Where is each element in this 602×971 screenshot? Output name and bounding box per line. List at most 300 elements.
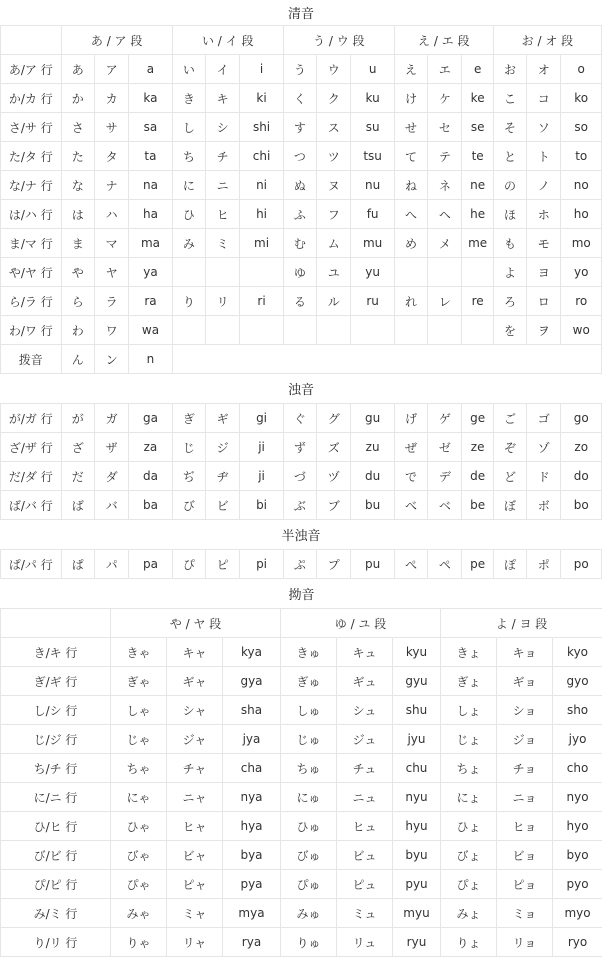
katakana-cell: ジ bbox=[206, 433, 240, 462]
hiragana-cell: で bbox=[394, 462, 427, 491]
column-header-e: え / エ 段 bbox=[394, 26, 493, 55]
empty-cell bbox=[462, 258, 493, 287]
romaji-cell: pi bbox=[240, 550, 283, 579]
row-label: り/リ 行 bbox=[1, 928, 111, 957]
row-label: あ/ア 行 bbox=[1, 55, 62, 84]
hiragana-cell: ず bbox=[283, 433, 316, 462]
romaji-cell: nu bbox=[351, 171, 394, 200]
katakana-cell: メ bbox=[428, 229, 462, 258]
romaji-cell: wa bbox=[129, 316, 172, 345]
hiragana-cell: わ bbox=[61, 316, 94, 345]
katakana-cell: チ bbox=[206, 142, 240, 171]
hiragana-cell: ぞ bbox=[493, 433, 526, 462]
katakana-cell: ソ bbox=[527, 113, 561, 142]
hiragana-cell: ひゃ bbox=[111, 812, 167, 841]
section-title-seion: 清音 bbox=[287, 7, 314, 22]
hiragana-cell: しゃ bbox=[111, 696, 167, 725]
table-row bbox=[1, 638, 602, 667]
romaji-cell: ke bbox=[462, 84, 493, 113]
romaji-cell: jya bbox=[223, 725, 281, 754]
katakana-cell: ヒュ bbox=[337, 812, 393, 841]
hiragana-cell: ひゅ bbox=[281, 812, 337, 841]
romaji-cell: chi bbox=[240, 142, 283, 171]
romaji-cell: ro bbox=[561, 287, 602, 316]
katakana-cell: ペ bbox=[428, 550, 462, 579]
romaji-cell: gyu bbox=[393, 667, 441, 696]
hiragana-cell: つ bbox=[283, 142, 316, 171]
katakana-cell: ヲ bbox=[527, 316, 561, 345]
katakana-cell: レ bbox=[428, 287, 462, 316]
hiragana-cell: しょ bbox=[441, 696, 497, 725]
romaji-cell: go bbox=[561, 404, 602, 433]
row-label: だ/ダ 行 bbox=[1, 462, 62, 491]
hiragana-cell: び bbox=[172, 491, 205, 520]
hiragana-cell: ぺ bbox=[394, 550, 427, 579]
romaji-cell: ra bbox=[129, 287, 172, 316]
katakana-cell: ミョ bbox=[497, 899, 553, 928]
column-header-yu: ゆ / ユ 段 bbox=[281, 609, 441, 638]
hiragana-cell: げ bbox=[394, 404, 427, 433]
katakana-cell: ギャ bbox=[167, 667, 223, 696]
hiragana-cell: ぴゃ bbox=[111, 870, 167, 899]
table-row bbox=[1, 404, 602, 433]
katakana-cell: ハ bbox=[94, 200, 128, 229]
hiragana-cell: しゅ bbox=[281, 696, 337, 725]
romaji-cell: du bbox=[351, 462, 394, 491]
hiragana-cell: にゅ bbox=[281, 783, 337, 812]
romaji-cell: be bbox=[462, 491, 493, 520]
romaji-cell: jyo bbox=[553, 725, 602, 754]
table-row bbox=[1, 229, 602, 258]
katakana-cell: ン bbox=[94, 345, 128, 374]
romaji-cell: ryu bbox=[393, 928, 441, 957]
katakana-cell: ト bbox=[527, 142, 561, 171]
hiragana-cell: せ bbox=[394, 113, 427, 142]
hiragana-cell: ちゃ bbox=[111, 754, 167, 783]
hiragana-cell: い bbox=[172, 55, 205, 84]
row-label: 拨音 bbox=[1, 345, 62, 374]
katakana-cell: シ bbox=[206, 113, 240, 142]
romaji-cell: fu bbox=[351, 200, 394, 229]
row-label: き/キ 行 bbox=[1, 638, 111, 667]
romaji-cell: yu bbox=[351, 258, 394, 287]
hiragana-cell: にゃ bbox=[111, 783, 167, 812]
hiragana-cell: きょ bbox=[441, 638, 497, 667]
katakana-cell: リ bbox=[206, 287, 240, 316]
romaji-cell: byo bbox=[553, 841, 602, 870]
hiragana-cell: ぜ bbox=[394, 433, 427, 462]
row-label: ぎ/ギ 行 bbox=[1, 667, 111, 696]
hiragana-cell: う bbox=[283, 55, 316, 84]
hiragana-cell: ぼ bbox=[493, 491, 526, 520]
romaji-cell: te bbox=[462, 142, 493, 171]
hiragana-cell: を bbox=[493, 316, 526, 345]
hiragana-cell: べ bbox=[394, 491, 427, 520]
hiragana-cell: ちょ bbox=[441, 754, 497, 783]
romaji-cell: gyo bbox=[553, 667, 602, 696]
hiragana-cell: ば bbox=[61, 491, 94, 520]
katakana-cell: チュ bbox=[337, 754, 393, 783]
table-row bbox=[1, 171, 602, 200]
katakana-cell: ジャ bbox=[167, 725, 223, 754]
romaji-cell: mu bbox=[351, 229, 394, 258]
romaji-cell: ji bbox=[240, 462, 283, 491]
empty-cell bbox=[172, 345, 601, 374]
romaji-cell: gya bbox=[223, 667, 281, 696]
katakana-cell: ク bbox=[317, 84, 351, 113]
row-label: か/カ 行 bbox=[1, 84, 62, 113]
romaji-cell: do bbox=[561, 462, 602, 491]
romaji-cell: sa bbox=[129, 113, 172, 142]
row-label: み/ミ 行 bbox=[1, 899, 111, 928]
katakana-cell: ヒョ bbox=[497, 812, 553, 841]
romaji-cell: pyu bbox=[393, 870, 441, 899]
romaji-cell: ji bbox=[240, 433, 283, 462]
row-label: び/ビ 行 bbox=[1, 841, 111, 870]
hiragana-cell: あ bbox=[61, 55, 94, 84]
romaji-cell: e bbox=[462, 55, 493, 84]
hiragana-cell: ぎ bbox=[172, 404, 205, 433]
hiragana-cell: ご bbox=[493, 404, 526, 433]
hiragana-cell: は bbox=[61, 200, 94, 229]
romaji-cell: ga bbox=[129, 404, 172, 433]
row-label: が/ガ 行 bbox=[1, 404, 62, 433]
katakana-cell: プ bbox=[317, 550, 351, 579]
katakana-cell: モ bbox=[527, 229, 561, 258]
romaji-cell: kya bbox=[223, 638, 281, 667]
seion-table bbox=[0, 0, 602, 374]
hiragana-cell: ぴょ bbox=[441, 870, 497, 899]
row-label: に/ニ 行 bbox=[1, 783, 111, 812]
hiragana-cell: た bbox=[61, 142, 94, 171]
katakana-cell: ビュ bbox=[337, 841, 393, 870]
empty-cell bbox=[172, 258, 205, 287]
hiragana-cell: お bbox=[493, 55, 526, 84]
hiragana-cell: ぷ bbox=[283, 550, 316, 579]
romaji-cell: pya bbox=[223, 870, 281, 899]
katakana-cell: コ bbox=[527, 84, 561, 113]
hiragana-cell: ぬ bbox=[283, 171, 316, 200]
hiragana-cell: よ bbox=[493, 258, 526, 287]
row-label: や/ヤ 行 bbox=[1, 258, 62, 287]
katakana-cell: カ bbox=[94, 84, 128, 113]
table-row bbox=[1, 462, 602, 491]
empty-cell bbox=[462, 316, 493, 345]
hiragana-cell: ら bbox=[61, 287, 94, 316]
hiragana-cell: け bbox=[394, 84, 427, 113]
katakana-cell: ス bbox=[317, 113, 351, 142]
katakana-cell: ア bbox=[94, 55, 128, 84]
romaji-cell: tsu bbox=[351, 142, 394, 171]
katakana-cell: ヤ bbox=[94, 258, 128, 287]
row-label: ぴ/ピ 行 bbox=[1, 870, 111, 899]
katakana-cell: ヅ bbox=[317, 462, 351, 491]
hiragana-cell: ぴ bbox=[172, 550, 205, 579]
romaji-cell: ri bbox=[240, 287, 283, 316]
romaji-cell: byu bbox=[393, 841, 441, 870]
romaji-cell: de bbox=[462, 462, 493, 491]
hiragana-cell: も bbox=[493, 229, 526, 258]
romaji-cell: hyo bbox=[553, 812, 602, 841]
romaji-cell: hi bbox=[240, 200, 283, 229]
empty-cell bbox=[428, 316, 462, 345]
romaji-cell: to bbox=[561, 142, 602, 171]
hiragana-cell: みゅ bbox=[281, 899, 337, 928]
hiragana-cell: ぱ bbox=[61, 550, 94, 579]
hiragana-cell: む bbox=[283, 229, 316, 258]
katakana-cell: ツ bbox=[317, 142, 351, 171]
katakana-cell: エ bbox=[428, 55, 462, 84]
katakana-cell: ヒ bbox=[206, 200, 240, 229]
empty-cell bbox=[172, 316, 205, 345]
romaji-cell: kyo bbox=[553, 638, 602, 667]
hiragana-cell: ほ bbox=[493, 200, 526, 229]
row-label: じ/ジ 行 bbox=[1, 725, 111, 754]
romaji-cell: za bbox=[129, 433, 172, 462]
katakana-cell: ヂ bbox=[206, 462, 240, 491]
katakana-cell: テ bbox=[428, 142, 462, 171]
katakana-cell: ド bbox=[527, 462, 561, 491]
katakana-cell: ゼ bbox=[428, 433, 462, 462]
katakana-cell: セ bbox=[428, 113, 462, 142]
hiragana-cell: へ bbox=[394, 200, 427, 229]
table-row bbox=[1, 783, 602, 812]
romaji-cell: kyu bbox=[393, 638, 441, 667]
table-row bbox=[1, 55, 602, 84]
katakana-cell: ナ bbox=[94, 171, 128, 200]
romaji-cell: pa bbox=[129, 550, 172, 579]
hiragana-cell: りょ bbox=[441, 928, 497, 957]
romaji-cell: gi bbox=[240, 404, 283, 433]
hiragana-cell: る bbox=[283, 287, 316, 316]
hiragana-cell: こ bbox=[493, 84, 526, 113]
katakana-cell: ガ bbox=[94, 404, 128, 433]
table-row bbox=[1, 667, 602, 696]
romaji-cell: da bbox=[129, 462, 172, 491]
katakana-cell: ベ bbox=[428, 491, 462, 520]
column-header-o: お / オ 段 bbox=[493, 26, 601, 55]
katakana-cell: ギュ bbox=[337, 667, 393, 696]
hiragana-cell: が bbox=[61, 404, 94, 433]
hiragana-cell: や bbox=[61, 258, 94, 287]
katakana-cell: ニュ bbox=[337, 783, 393, 812]
row-label: ま/マ 行 bbox=[1, 229, 62, 258]
hiragana-cell: れ bbox=[394, 287, 427, 316]
row-label: ば/バ 行 bbox=[1, 491, 62, 520]
katakana-cell: イ bbox=[206, 55, 240, 84]
katakana-cell: ピャ bbox=[167, 870, 223, 899]
katakana-cell: リョ bbox=[497, 928, 553, 957]
hiragana-cell: て bbox=[394, 142, 427, 171]
romaji-cell: re bbox=[462, 287, 493, 316]
empty-cell bbox=[394, 258, 427, 287]
hiragana-cell: に bbox=[172, 171, 205, 200]
hiragana-cell: ふ bbox=[283, 200, 316, 229]
hiragana-cell: ぢ bbox=[172, 462, 205, 491]
table-row bbox=[1, 928, 602, 957]
table-row bbox=[1, 287, 602, 316]
table-row bbox=[1, 433, 602, 462]
empty-cell bbox=[317, 316, 351, 345]
romaji-cell: ta bbox=[129, 142, 172, 171]
hiragana-cell: びゅ bbox=[281, 841, 337, 870]
hiragana-cell: みょ bbox=[441, 899, 497, 928]
romaji-cell: bya bbox=[223, 841, 281, 870]
hiragana-cell: にょ bbox=[441, 783, 497, 812]
hiragana-cell: びょ bbox=[441, 841, 497, 870]
katakana-cell: キュ bbox=[337, 638, 393, 667]
hiragana-cell: き bbox=[172, 84, 205, 113]
empty-cell bbox=[206, 316, 240, 345]
katakana-cell: リャ bbox=[167, 928, 223, 957]
romaji-cell: bo bbox=[561, 491, 602, 520]
katakana-cell: シャ bbox=[167, 696, 223, 725]
row-label: ぱ/パ 行 bbox=[1, 550, 62, 579]
romaji-cell: ko bbox=[561, 84, 602, 113]
romaji-cell: he bbox=[462, 200, 493, 229]
romaji-cell: ba bbox=[129, 491, 172, 520]
katakana-cell: ピョ bbox=[497, 870, 553, 899]
romaji-cell: ze bbox=[462, 433, 493, 462]
romaji-cell: zo bbox=[561, 433, 602, 462]
romaji-cell: o bbox=[561, 55, 602, 84]
row-label: ひ/ヒ 行 bbox=[1, 812, 111, 841]
hiragana-cell: さ bbox=[61, 113, 94, 142]
katakana-cell: ム bbox=[317, 229, 351, 258]
empty-cell bbox=[283, 316, 316, 345]
katakana-cell: キ bbox=[206, 84, 240, 113]
romaji-cell: ha bbox=[129, 200, 172, 229]
hiragana-cell: づ bbox=[283, 462, 316, 491]
katakana-cell: ブ bbox=[317, 491, 351, 520]
dakuon-table bbox=[0, 374, 602, 520]
romaji-cell: shu bbox=[393, 696, 441, 725]
row-label: は/ハ 行 bbox=[1, 200, 62, 229]
katakana-cell: ヒャ bbox=[167, 812, 223, 841]
katakana-cell: フ bbox=[317, 200, 351, 229]
hiragana-cell: く bbox=[283, 84, 316, 113]
hiragana-cell: ど bbox=[493, 462, 526, 491]
column-header-yo: よ / ヨ 段 bbox=[441, 609, 602, 638]
table-row bbox=[1, 142, 602, 171]
romaji-cell: jyu bbox=[393, 725, 441, 754]
katakana-cell: オ bbox=[527, 55, 561, 84]
romaji-cell: yo bbox=[561, 258, 602, 287]
hiragana-cell: きゅ bbox=[281, 638, 337, 667]
hiragana-cell: びゃ bbox=[111, 841, 167, 870]
katakana-cell: ダ bbox=[94, 462, 128, 491]
katakana-cell: ポ bbox=[527, 550, 561, 579]
katakana-cell: グ bbox=[317, 404, 351, 433]
section-title-youon: 拗音 bbox=[288, 588, 315, 603]
katakana-cell: ロ bbox=[527, 287, 561, 316]
table-row bbox=[1, 696, 602, 725]
katakana-cell: ヌ bbox=[317, 171, 351, 200]
romaji-cell: ni bbox=[240, 171, 283, 200]
hiragana-cell: そ bbox=[493, 113, 526, 142]
romaji-cell: n bbox=[129, 345, 172, 374]
romaji-cell: sho bbox=[553, 696, 602, 725]
katakana-cell: ビャ bbox=[167, 841, 223, 870]
table-row bbox=[1, 84, 602, 113]
katakana-cell: ニャ bbox=[167, 783, 223, 812]
romaji-cell: myu bbox=[393, 899, 441, 928]
katakana-cell: ショ bbox=[497, 696, 553, 725]
katakana-cell: ニョ bbox=[497, 783, 553, 812]
header-corner bbox=[1, 26, 62, 55]
romaji-cell: ki bbox=[240, 84, 283, 113]
hiragana-cell: す bbox=[283, 113, 316, 142]
katakana-cell: サ bbox=[94, 113, 128, 142]
empty-cell bbox=[240, 258, 283, 287]
katakana-cell: ネ bbox=[428, 171, 462, 200]
romaji-cell: a bbox=[129, 55, 172, 84]
katakana-cell: ゴ bbox=[527, 404, 561, 433]
table-row bbox=[1, 113, 602, 142]
katakana-cell: ヘ bbox=[428, 200, 462, 229]
romaji-cell: no bbox=[561, 171, 602, 200]
hiragana-cell: な bbox=[61, 171, 94, 200]
hiragana-cell: ま bbox=[61, 229, 94, 258]
romaji-cell: nyo bbox=[553, 783, 602, 812]
romaji-cell: chu bbox=[393, 754, 441, 783]
katakana-cell: ニ bbox=[206, 171, 240, 200]
hiragana-cell: し bbox=[172, 113, 205, 142]
row-label: ら/ラ 行 bbox=[1, 287, 62, 316]
hiragana-cell: じょ bbox=[441, 725, 497, 754]
katakana-cell: ビ bbox=[206, 491, 240, 520]
romaji-cell: ru bbox=[351, 287, 394, 316]
romaji-cell: cha bbox=[223, 754, 281, 783]
katakana-cell: ミュ bbox=[337, 899, 393, 928]
romaji-cell: ne bbox=[462, 171, 493, 200]
romaji-cell: ka bbox=[129, 84, 172, 113]
romaji-cell: pu bbox=[351, 550, 394, 579]
romaji-cell: gu bbox=[351, 404, 394, 433]
romaji-cell: pe bbox=[462, 550, 493, 579]
romaji-cell: po bbox=[561, 550, 602, 579]
romaji-cell: shi bbox=[240, 113, 283, 142]
hiragana-cell: ちゅ bbox=[281, 754, 337, 783]
hiragana-cell: ぎょ bbox=[441, 667, 497, 696]
empty-cell bbox=[351, 316, 394, 345]
hiragana-cell: じ bbox=[172, 433, 205, 462]
youon-table bbox=[0, 579, 602, 957]
romaji-cell: su bbox=[351, 113, 394, 142]
romaji-cell: na bbox=[129, 171, 172, 200]
hiragana-cell: か bbox=[61, 84, 94, 113]
romaji-cell: so bbox=[561, 113, 602, 142]
hiragana-cell: ち bbox=[172, 142, 205, 171]
katakana-cell: ヨ bbox=[527, 258, 561, 287]
header-corner bbox=[1, 609, 111, 638]
romaji-cell: ge bbox=[462, 404, 493, 433]
section-title-dakuon: 浊音 bbox=[287, 383, 314, 398]
romaji-cell: wo bbox=[561, 316, 602, 345]
table-row bbox=[1, 258, 602, 287]
hiragana-cell: の bbox=[493, 171, 526, 200]
hiragana-cell: ぴゅ bbox=[281, 870, 337, 899]
hiragana-cell: ざ bbox=[61, 433, 94, 462]
romaji-cell: ho bbox=[561, 200, 602, 229]
romaji-cell: se bbox=[462, 113, 493, 142]
hiragana-cell: ろ bbox=[493, 287, 526, 316]
table-row bbox=[1, 812, 602, 841]
hiragana-cell: え bbox=[394, 55, 427, 84]
katakana-cell: ギ bbox=[206, 404, 240, 433]
handakuon-table bbox=[0, 520, 602, 579]
hiragana-cell: ひ bbox=[172, 200, 205, 229]
